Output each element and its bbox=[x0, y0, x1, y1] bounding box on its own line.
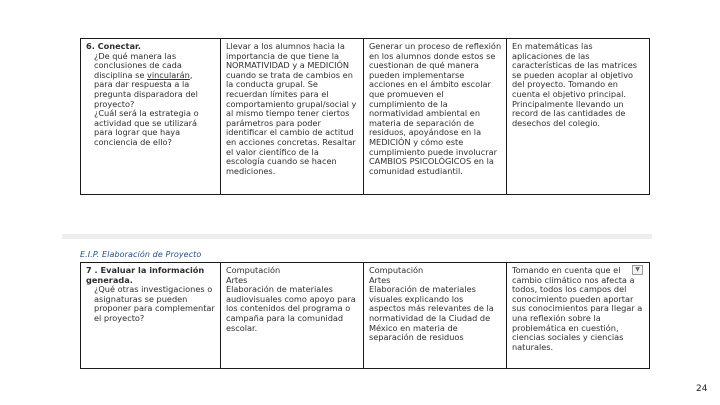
area-label: Artes bbox=[368, 274, 391, 285]
step-6-heading: 6. Conectar. bbox=[86, 41, 141, 51]
step-7-question: ¿Qué otras investigaciones o asignaturas se pueden proponer para complementar el proyecto? bbox=[94, 284, 215, 323]
page-divider bbox=[62, 234, 652, 239]
table-cell-mathematics: En matemáticas las aplicaciones de las características de las matrices se pueden acoplar al objetivo del proyecto. Tomando en cuenta el objetivo principal. Principalmente llevando un record de las cantidades de desechos del colegio. bbox=[506, 39, 649, 195]
cell-body: Elaboración de materiales audiovisuales como apoyo para los contenidos del programa o campaña para la comunidad escolar. bbox=[225, 284, 356, 333]
table-cell-normativity: Llevar a los alumnos hacia la importancia de que tiene la NORMATIVIDAD y a MEDICIÓN cuando se trata de cambios en la conducta grupal. Se recuerdan límites para el comportamiento grupal/social y al mismo tiempo tener ciertos parámetros para poder identificar el cambio de actitud en acciones concretas. Resaltar el valor científico de la escología cuando se hacen mediciones. bbox=[220, 39, 363, 195]
table-cell-climate-change: Tomando en cuenta que el cambio climático nos afecta a todos, todos los campos del conocimiento pueden aportar sus conocimientos para llegar a una reflexión sobre la problemática en cuestión, ciencias sociales y ciencias naturales. bbox=[506, 263, 649, 369]
area-label: Artes bbox=[225, 274, 248, 285]
step-7-heading-line-2: generada. bbox=[86, 274, 133, 285]
table-cell-audiovisual bbox=[220, 263, 363, 369]
table-row bbox=[81, 39, 650, 195]
cell-body: Elaboración de materiales visuales explicando los aspectos más relevantes de la normatividad de la Ciudad de México en materia de separación de residuos bbox=[368, 284, 494, 343]
table-cell-reflection: Generar un proceso de reflexión en los alumnos donde estos se cuestionan de qué manera pueden implementarse acciones en el ámbito escolar que promueven el cumplimiento de la normatividad ambiental en materia de separación de residuos, apoyándose en la MEDICIÓN y cómo este cumplimiento puede involucrar CAMBIOS PSICOLÓGICOS en la comunidad estudiantil. bbox=[363, 39, 506, 195]
section-label: E.I.P. Elaboración de Proyecto bbox=[80, 250, 202, 259]
subject-label: Computación bbox=[368, 265, 424, 275]
subject-label: Computación bbox=[225, 265, 281, 275]
table-cell-step-7 bbox=[81, 263, 221, 369]
table-cell-step-6 bbox=[81, 39, 221, 195]
step-7-heading-line-1: 7 . Evaluar la información bbox=[86, 265, 205, 275]
planning-table-bottom bbox=[80, 262, 650, 369]
step-6-question-2: ¿Cuál será la estrategia o actividad que se utilizará para lograr que haya conciencia de ello? bbox=[94, 108, 199, 147]
collapse-toggle-icon[interactable]: ▼ bbox=[632, 265, 643, 275]
planning-table-top bbox=[80, 38, 650, 195]
step-6-question-1: ¿De qué manera las conclusiones de cada disciplina se vincularán, para dar respuesta a la pregunta disparadora del proyecto? bbox=[94, 50, 198, 109]
page-number: 24 bbox=[696, 384, 708, 394]
table-row bbox=[81, 263, 650, 369]
table-cell-visual-materials bbox=[363, 263, 506, 369]
